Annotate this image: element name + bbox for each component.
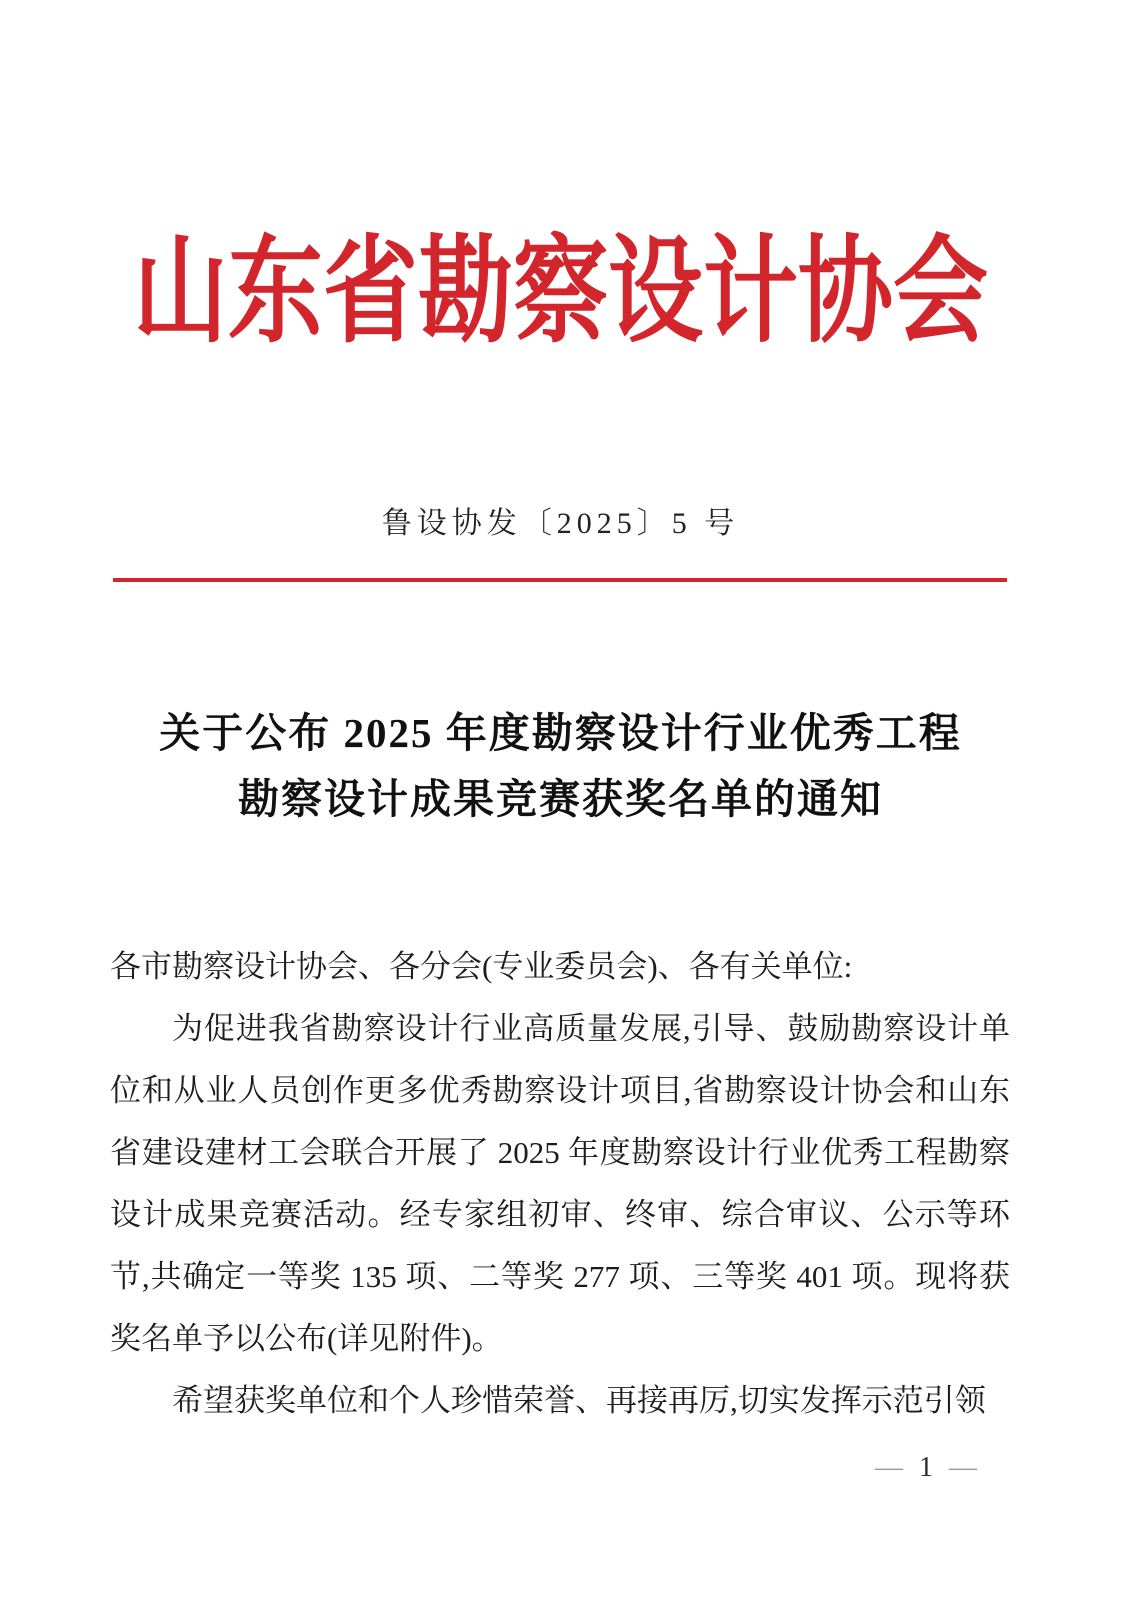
doc-title [0, 700, 1121, 832]
body-paragraph: 希望获奖单位和个人珍惜荣誉、再接再厉,切实发挥示范引领 [172, 1383, 986, 1418]
page-number-value: 1 [919, 1452, 933, 1483]
doc-number: 鲁设协发〔2025〕5 号 [381, 507, 740, 540]
doc-title-line-2: 勘察设计成果竞赛获奖名单的通知 [238, 776, 883, 822]
page-number-dash-right: — [949, 1452, 977, 1483]
doc-title-line-1: 关于公布 2025 年度勘察设计行业优秀工程 [159, 710, 962, 756]
body-text [110, 936, 1010, 1432]
body-paragraph: 为促进我省勘察设计行业高质量发展,引导、鼓励勘察设计单位和从业人员创作更多优秀勘察设计项目,省勘察设计协会和山东省建设建材工会联合开展了 2025 年度勘察设计行业优秀工程勘察设计成果竞赛活动。经专家组初审、终审、综合审议、公示等环节,共确定一等奖 135 项、二等奖 277 项、三等奖 401 项。现将获奖名单予以公布(详见附件)。 [110, 1011, 1010, 1356]
red-divider-line [113, 578, 1007, 582]
org-title: 山东省勘察设计协会 [132, 227, 988, 357]
salutation: 各市勘察设计协会、各分会(专业委员会)、各有关单位: [110, 949, 853, 984]
page-number-dash-left: — [875, 1452, 903, 1483]
page-number [859, 1452, 993, 1484]
